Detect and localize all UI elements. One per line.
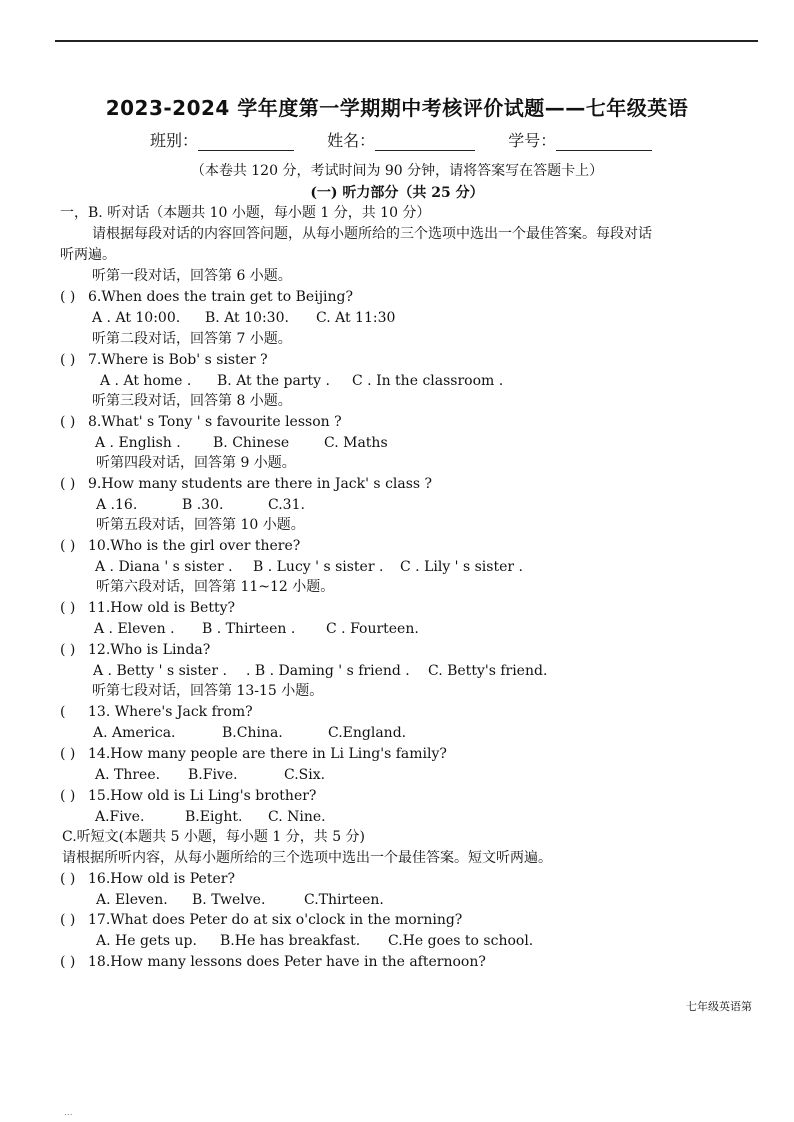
option-b: B . Thirteen .: [202, 621, 296, 637]
answer-bracket[interactable]: ( ): [60, 414, 76, 430]
option-a: A.Five.: [95, 809, 145, 825]
option-b: B. At the party .: [217, 373, 330, 389]
option-c: C.England.: [328, 725, 407, 741]
answer-bracket[interactable]: ( ): [60, 600, 76, 616]
class-blank[interactable]: [198, 134, 294, 151]
question-stem: 7.Where is Bob' s sister ?: [88, 352, 268, 368]
option-a: A . At home .: [100, 373, 192, 389]
question-17: [60, 911, 462, 929]
answer-bracket[interactable]: ( ): [60, 352, 76, 368]
question-18: [60, 953, 486, 971]
dialog-instruction: 听第一段对话，回答第 6 小题。: [92, 268, 292, 284]
dialog-instruction: 听第六段对话，回答第 11~12 小题。: [96, 579, 335, 595]
option-a: A . Eleven .: [94, 621, 175, 637]
option-c: C.He goes to school.: [388, 933, 534, 949]
option-a: A. Eleven.: [96, 892, 168, 908]
number-field: [508, 128, 652, 151]
name-blank[interactable]: [375, 134, 475, 151]
option-b: B .30.: [182, 497, 224, 513]
dialog-instruction: 听第五段对话，回答第 10 小题。: [96, 517, 305, 533]
number-blank[interactable]: [556, 134, 652, 151]
top-rule: [55, 40, 758, 42]
question-stem: 16.How old is Peter?: [88, 871, 235, 887]
corner-mark: ...: [64, 1108, 73, 1118]
answer-bracket[interactable]: ( ): [60, 912, 76, 928]
question-10: [60, 537, 300, 555]
question-16: [60, 870, 235, 888]
number-label: 学号：: [508, 131, 557, 150]
option-b: B. Twelve.: [192, 892, 266, 908]
part-c-instruction: 请根据所听内容，从每小题所给的三个选项中选出一个最佳答案。短文听两遍。: [62, 850, 552, 866]
option-a: A. He gets up.: [96, 933, 197, 949]
answer-bracket[interactable]: ( ): [60, 538, 76, 554]
option-b: B . Lucy ' s sister .: [253, 559, 384, 575]
option-c: C.31.: [268, 497, 305, 513]
answer-bracket[interactable]: ( ): [60, 871, 76, 887]
part-b-instruction-cont: 听两遍。: [60, 247, 116, 263]
option-b: B. Chinese: [213, 435, 290, 451]
dialog-instruction: 听第二段对话，回答第 7 小题。: [92, 331, 292, 347]
question-14: [60, 745, 447, 763]
option-c: C . Fourteen.: [326, 621, 419, 637]
name-label: 姓名：: [327, 131, 376, 150]
question-6: [60, 288, 353, 306]
question-12: [60, 641, 210, 659]
option-b: B.He has breakfast.: [220, 933, 361, 949]
option-b: B.Eight.: [185, 809, 243, 825]
option-c: C. Betty's friend.: [428, 663, 548, 679]
option-b: B.China.: [222, 725, 283, 741]
question-9: [60, 475, 432, 493]
question-13: [60, 703, 253, 721]
option-a: A .16.: [96, 497, 138, 513]
option-c: C. At 11:30: [316, 310, 396, 326]
question-8: [60, 413, 342, 431]
answer-bracket[interactable]: ( ): [60, 642, 76, 658]
part-c-heading: C.听短文(本题共 5 小题，每小题 1 分，共 5 分): [62, 829, 366, 845]
dialog-instruction: 听第三段对话，回答第 8 小题。: [92, 393, 292, 409]
question-stem: 18.How many lessons does Peter have in the afternoon?: [88, 954, 486, 970]
question-stem: 6.When does the train get to Beijing?: [88, 289, 353, 305]
part-b-instruction: 请根据每段对话的内容回答问题，从每小题所给的三个选项中选出一个最佳答案。每段对话: [92, 226, 652, 242]
class-field: [150, 128, 294, 151]
dialog-instruction: 听第七段对话，回答第 13-15 小题。: [92, 683, 324, 699]
question-stem: 14.How many people are there in Li Ling's family?: [88, 746, 447, 762]
answer-bracket[interactable]: ( ): [60, 289, 76, 305]
option-c: C.Thirteen.: [304, 892, 384, 908]
question-stem: 10.Who is the girl over there?: [88, 538, 301, 554]
question-stem: 17.What does Peter do at six o'clock in the morning?: [88, 912, 463, 928]
exam-note: （本卷共 120 分，考试时间为 90 分钟，请将答案写在答题卡上）: [190, 163, 604, 179]
class-label: 班别：: [150, 131, 199, 150]
option-b: . B . Daming ' s friend .: [246, 663, 410, 679]
question-stem: 13. Where's Jack from?: [88, 704, 253, 720]
answer-bracket[interactable]: ( ): [60, 954, 76, 970]
option-c: C . In the classroom .: [352, 373, 504, 389]
question-11: [60, 599, 235, 617]
answer-bracket[interactable]: (: [60, 704, 66, 720]
answer-bracket[interactable]: ( ): [60, 746, 76, 762]
option-c: C. Nine.: [268, 809, 326, 825]
answer-bracket[interactable]: ( ): [60, 788, 76, 804]
option-a: A . Betty ' s sister .: [93, 663, 227, 679]
question-stem: 8.What' s Tony ' s favourite lesson ?: [88, 414, 342, 430]
dialog-instruction: 听第四段对话，回答第 9 小题。: [96, 455, 296, 471]
listening-section-title: (一) 听力部分（共 25 分）: [310, 185, 484, 201]
option-a: A. Three.: [95, 767, 161, 783]
question-15: [60, 787, 316, 805]
option-c: C.Six.: [284, 767, 326, 783]
page-footer: 七年级英语第: [686, 1000, 752, 1013]
question-stem: 11.How old is Betty?: [88, 600, 236, 616]
option-a: A . Diana ' s sister .: [95, 559, 233, 575]
question-stem: 15.How old is Li Ling's brother?: [88, 788, 317, 804]
option-a: A. America.: [93, 725, 176, 741]
answer-bracket[interactable]: ( ): [60, 476, 76, 492]
question-stem: 9.How many students are there in Jack' s class ?: [88, 476, 433, 492]
question-7: [60, 351, 268, 369]
option-b: B.Five.: [188, 767, 238, 783]
option-c: C . Lily ' s sister .: [400, 559, 523, 575]
page-title: 2023-2024 学年度第一学期期中考核评价试题——七年级英语: [105, 96, 689, 120]
question-stem: 12.Who is Linda?: [88, 642, 211, 658]
student-info-row: [150, 128, 680, 151]
option-a: A . At 10:00.: [92, 310, 181, 326]
option-c: C. Maths: [324, 435, 388, 451]
option-a: A . English .: [95, 435, 181, 451]
option-b: B. At 10:30.: [205, 310, 289, 326]
name-field: [327, 128, 475, 151]
part-b-heading: 一，B. 听对话（本题共 10 小题，每小题 1 分，共 10 分）: [60, 205, 431, 221]
